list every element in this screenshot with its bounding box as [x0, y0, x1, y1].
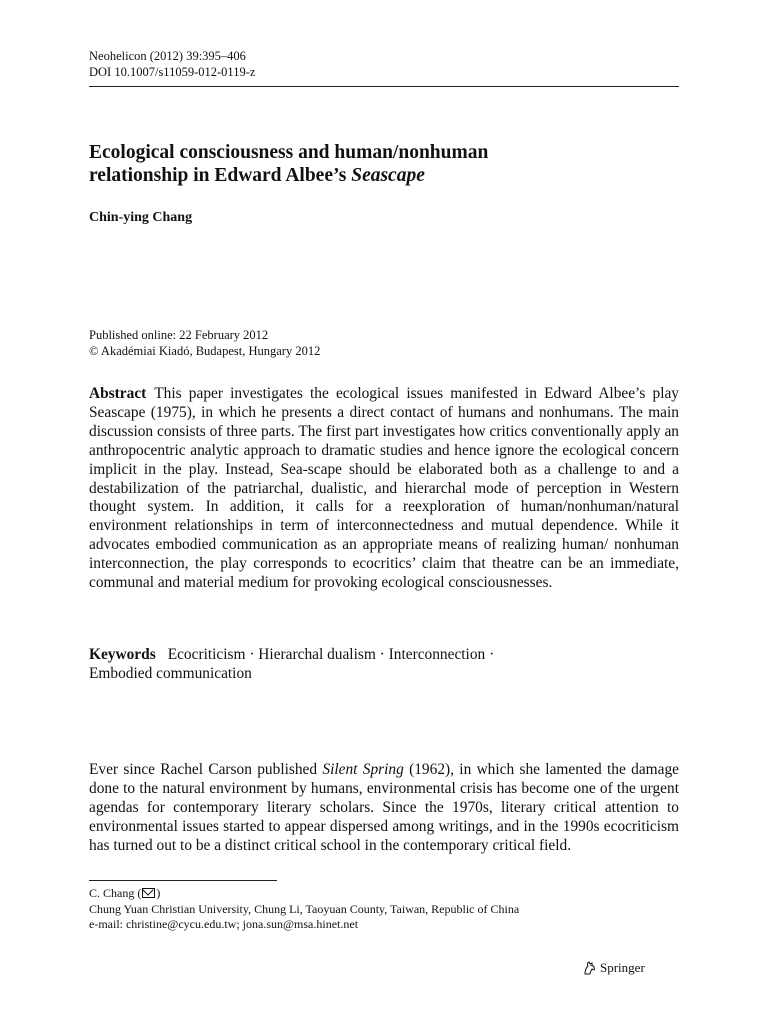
book-title-italic: Silent Spring [322, 761, 404, 778]
envelope-icon [142, 888, 155, 898]
title-line-2: relationship in Edward Albee’s [89, 165, 352, 186]
keywords [89, 646, 679, 684]
keywords-label: Keywords [89, 646, 156, 663]
article-title [89, 141, 679, 187]
author-footnote [89, 886, 519, 933]
copyright-notice: © Akadémiai Kiadó, Budapest, Hungary 2012 [89, 344, 321, 358]
title-play-name: Seascape [351, 165, 425, 186]
springer-horse-icon [581, 960, 597, 976]
body-text-rest: (1962), in which she lamented the damage done to the natural environment by humans, environmental crisis has become one of the urgent agendas for contemporary literary scholars. Since the 1970s, literary critical attention to environmental issues started to appear dispersed among writings, and in the 1990s ecocriticism has turned out to be a distinct critical school in the contemporary critical field. [89, 761, 679, 854]
journal-doi: DOI 10.1007/s11059-012-0119-z [89, 65, 256, 79]
published-date: Published online: 22 February 2012 [89, 328, 269, 342]
journal-header [89, 48, 255, 80]
publisher-logo [581, 960, 645, 976]
footnote-affiliation: Chung Yuan Christian University, Chung Li, Taoyuan County, Taiwan, Republic of China [89, 901, 520, 916]
keywords-line-2: Embodied communication [89, 664, 252, 682]
paper-page [89, 0, 679, 1024]
header-divider [89, 86, 679, 87]
footnote-author-close: ) [156, 886, 161, 900]
article-author: Chin-ying Chang [89, 210, 193, 225]
abstract-text: This paper investigates the ecological issues manifested in Edward Albee’s play Seascape (1975), in which he presents a direct contact of humans and nonhumans. The main discussion consists of three parts. The first part investigates how critics conventionally apply an anthropocentric analytic approach to dramatic studies and hence ignore the ecological concern implicit in the play. Instead, Sea-scape should be elaborated both as a challenge to and a destabilization of the patriarchal, dualistic, and hierarchal mode of perception in Western thought system. In addition, it calls for a reexploration of human/nonhuman/natural environment relationships in term of interconnectedness and mutual dependence. While it advocates embodied communication as an appropriate means of realizing human/ nonhuman interconnection, the play corresponds to ecocritics’ claim that theatre can be an immediate, communal and material medium for provoking ecological consciousnesses. [89, 385, 679, 592]
footnote-author [89, 886, 519, 902]
publisher-name: Springer [600, 960, 645, 975]
keywords-line-1: Ecocriticism · Hierarchal dualism · Interconnection · [167, 646, 495, 663]
footnote-divider [89, 880, 277, 881]
abstract [89, 385, 679, 593]
body-text-start: Ever since Rachel Carson published [89, 761, 323, 778]
journal-citation: Neohelicon (2012) 39:395–406 [89, 49, 246, 63]
body-paragraph [89, 761, 679, 856]
title-line-1: Ecological consciousness and human/nonhuman [89, 142, 489, 163]
publication-info [89, 327, 320, 359]
abstract-label: Abstract [89, 385, 147, 402]
footnote-email[interactable]: e-mail: christine@cycu.edu.tw; jona.sun@msa.hinet.net [89, 917, 359, 931]
footnote-author-name: C. Chang ( [89, 886, 142, 900]
